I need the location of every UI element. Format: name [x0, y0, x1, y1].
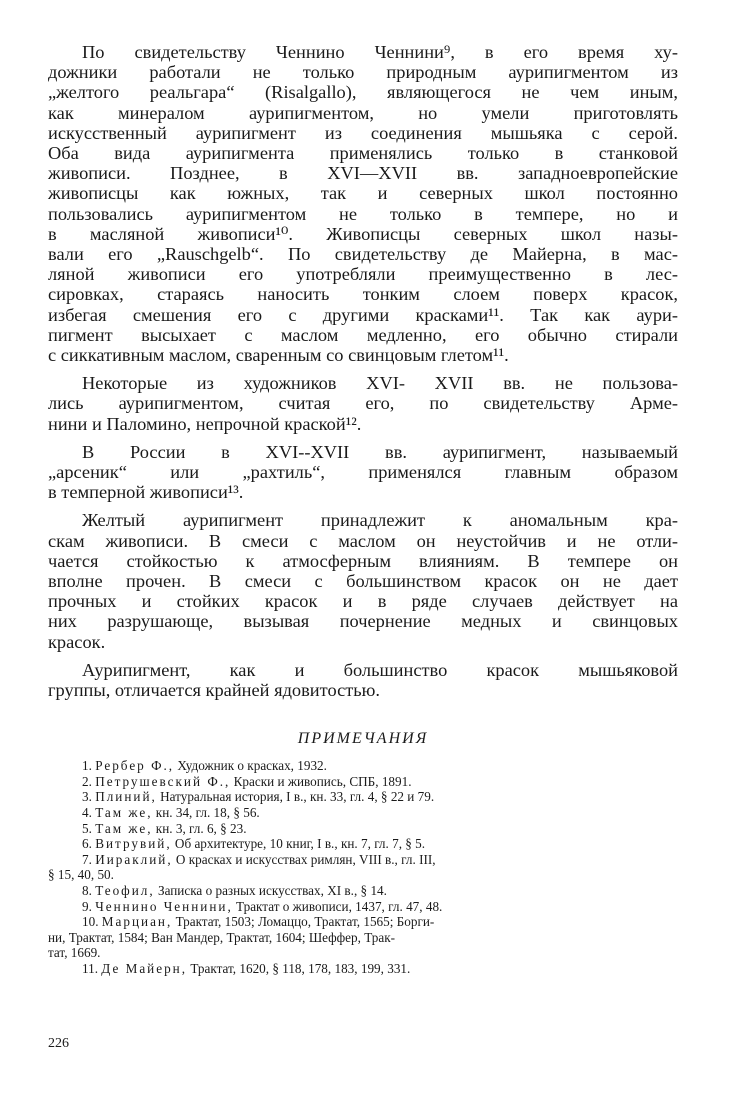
- note-author: Петрушевский Ф.,: [95, 773, 231, 789]
- note-item: [48, 821, 678, 837]
- note-source: Натуральная история, I в., кн. 33, гл. 4, § 22 и 79.: [160, 789, 435, 805]
- text-line: дожники работали не только природным аурипигментом из: [48, 62, 678, 83]
- text-line: Аурипигмент, как и большинство красок мышьяковой: [82, 659, 678, 680]
- note-author: Плиний,: [95, 789, 157, 805]
- paragraph: [48, 42, 678, 365]
- paragraph: [48, 442, 678, 503]
- note-item: [48, 774, 678, 790]
- page-number: 226: [48, 1036, 69, 1051]
- note-number: 9.: [82, 898, 96, 914]
- text-line: В России в XVI--XVII вв. аурипигмент, называемый: [82, 441, 678, 462]
- text-line: сировках, стараясь наносить тонким слоем поверх красок,: [48, 284, 678, 305]
- text-line: красок.: [48, 631, 106, 652]
- note-number: 2.: [82, 773, 96, 789]
- text-line: пользовались аурипигментом не только в темпере, но и: [48, 203, 678, 224]
- note-author: Марциан,: [101, 914, 173, 930]
- note-source: Записка о разных искусствах, XI в., § 14.: [157, 883, 387, 899]
- text-line: них разрушающе, вызывая почернение медных и свинцовых: [48, 611, 678, 632]
- note-number: 6.: [82, 836, 96, 852]
- paragraph: [48, 660, 678, 700]
- text-line: вполне прочен. В смеси с большинством красок он не дает: [48, 571, 678, 592]
- note-item: [48, 883, 678, 899]
- note-continuation: тат, 1669.: [48, 945, 101, 961]
- note-source: Об архитектуре, 10 книг, I в., кн. 7, гл. 7, § 5.: [174, 836, 426, 852]
- text-line: Желтый аурипигмент принадлежит к аномальным кра-: [82, 510, 678, 531]
- note-source: О красках и искусствах римлян, VIII в., гл. III,: [175, 851, 436, 867]
- note-author: Рербер Ф.,: [95, 758, 175, 774]
- note-source: Художник о красках, 1932.: [177, 758, 327, 774]
- notes-heading: ПРИМЕЧАНИЯ: [297, 730, 429, 748]
- text-line: чается стойкостью к атмосферным влияниям. В темпере он: [48, 550, 678, 571]
- paragraph: [48, 510, 678, 651]
- note-item: [48, 899, 678, 915]
- note-source: кн. 34, гл. 18, § 56.: [155, 805, 260, 821]
- note-number: 5.: [82, 820, 96, 836]
- main-text: [48, 42, 678, 700]
- note-author: Там же,: [95, 805, 153, 821]
- note-item: [48, 914, 678, 961]
- note-number: 10.: [82, 914, 102, 930]
- note-number: 8.: [82, 883, 96, 899]
- text-line: Некоторые из художников XVI- XVII вв. не пользова-: [82, 373, 678, 394]
- note-continuation: § 15, 40, 50.: [48, 867, 114, 883]
- notes-list: [48, 758, 678, 976]
- note-number: 11.: [82, 961, 102, 977]
- note-item: [48, 836, 678, 852]
- note-source: Трактат о живописи, 1437, гл. 47, 48.: [236, 898, 443, 914]
- note-author: Там же,: [95, 820, 153, 836]
- note-author: Ченнино Ченнини,: [95, 898, 233, 914]
- note-item: [48, 961, 678, 977]
- text-line: избегая смешения его с другими красками¹¹. Так как аури-: [48, 304, 678, 325]
- text-line: „желтого реальгара“ (Risalgallo), являющегося не чем иным,: [48, 82, 678, 103]
- note-continuation: ни, Трактат, 1584; Ван Мандер, Трактат, 1604; Шеффер, Трак-: [48, 929, 396, 945]
- text-line: пигмент высыхает с маслом медленно, его обычно стирали: [48, 324, 678, 345]
- text-line: в темперной живописи¹³.: [48, 482, 244, 503]
- text-line: группы, отличается крайней ядовитостью.: [48, 680, 381, 701]
- note-source: Трактат, 1620, § 118, 178, 183, 199, 331.: [190, 961, 411, 977]
- note-number: 4.: [82, 805, 96, 821]
- note-source: кн. 3, гл. 6, § 23.: [155, 820, 247, 836]
- text-line: Оба вида аурипигмента применялись только в станковой: [48, 143, 678, 164]
- text-line: прочных и стойких красок и в ряде случаев действует на: [48, 591, 678, 612]
- note-author: Теофил,: [95, 883, 155, 899]
- text-line: с сиккативным маслом, сваренным со свинцовым глетом¹¹.: [48, 345, 509, 366]
- page-body: [48, 42, 678, 977]
- text-line: скам живописи. В смеси с маслом он неустойчив и не отли-: [48, 530, 678, 551]
- paragraph: [48, 373, 678, 434]
- note-author: Иираклий,: [95, 851, 173, 867]
- note-author: Де Майерн,: [101, 961, 188, 977]
- note-author: Витрувий,: [95, 836, 172, 852]
- note-number: 1.: [82, 758, 96, 774]
- text-line: вали его „Rauschgelb“. По свидетельству де Майерна, в мас-: [48, 244, 678, 265]
- text-line: нини и Паломино, непрочной краской¹².: [48, 413, 362, 434]
- text-line: искусственный аурипигмент из соединения мышьяка с серой.: [48, 122, 678, 143]
- note-number: 3.: [82, 789, 96, 805]
- text-line: как минералом аурипигментом, но умели приготовлять: [48, 102, 678, 123]
- text-line: живописи. Позднее, в XVI—XVII вв. западноевропейские: [48, 163, 678, 184]
- note-source: Трактат, 1503; Ломаццо, Трактат, 1565; Борги-: [175, 914, 435, 930]
- text-line: ляной живописи его употребляли преимущественно в лес-: [48, 264, 678, 285]
- text-line: живописцы как южных, так и северных школ постоянно: [48, 183, 678, 204]
- note-source: Краски и живопись, СПБ, 1891.: [233, 773, 412, 789]
- text-line: в масляной живописи¹⁰. Живописцы северных школ назы-: [48, 223, 678, 244]
- note-item: [48, 758, 678, 774]
- text-line: По свидетельству Ченнино Ченнини⁹, в его время ху-: [82, 42, 678, 62]
- text-line: лись аурипигментом, считая его, по свидетельству Арме-: [48, 393, 678, 414]
- text-line: „арсеник“ или „рахтиль“, применялся главным образом: [48, 462, 678, 483]
- note-item: [48, 852, 678, 883]
- note-item: [48, 789, 678, 805]
- note-item: [48, 805, 678, 821]
- note-number: 7.: [82, 851, 96, 867]
